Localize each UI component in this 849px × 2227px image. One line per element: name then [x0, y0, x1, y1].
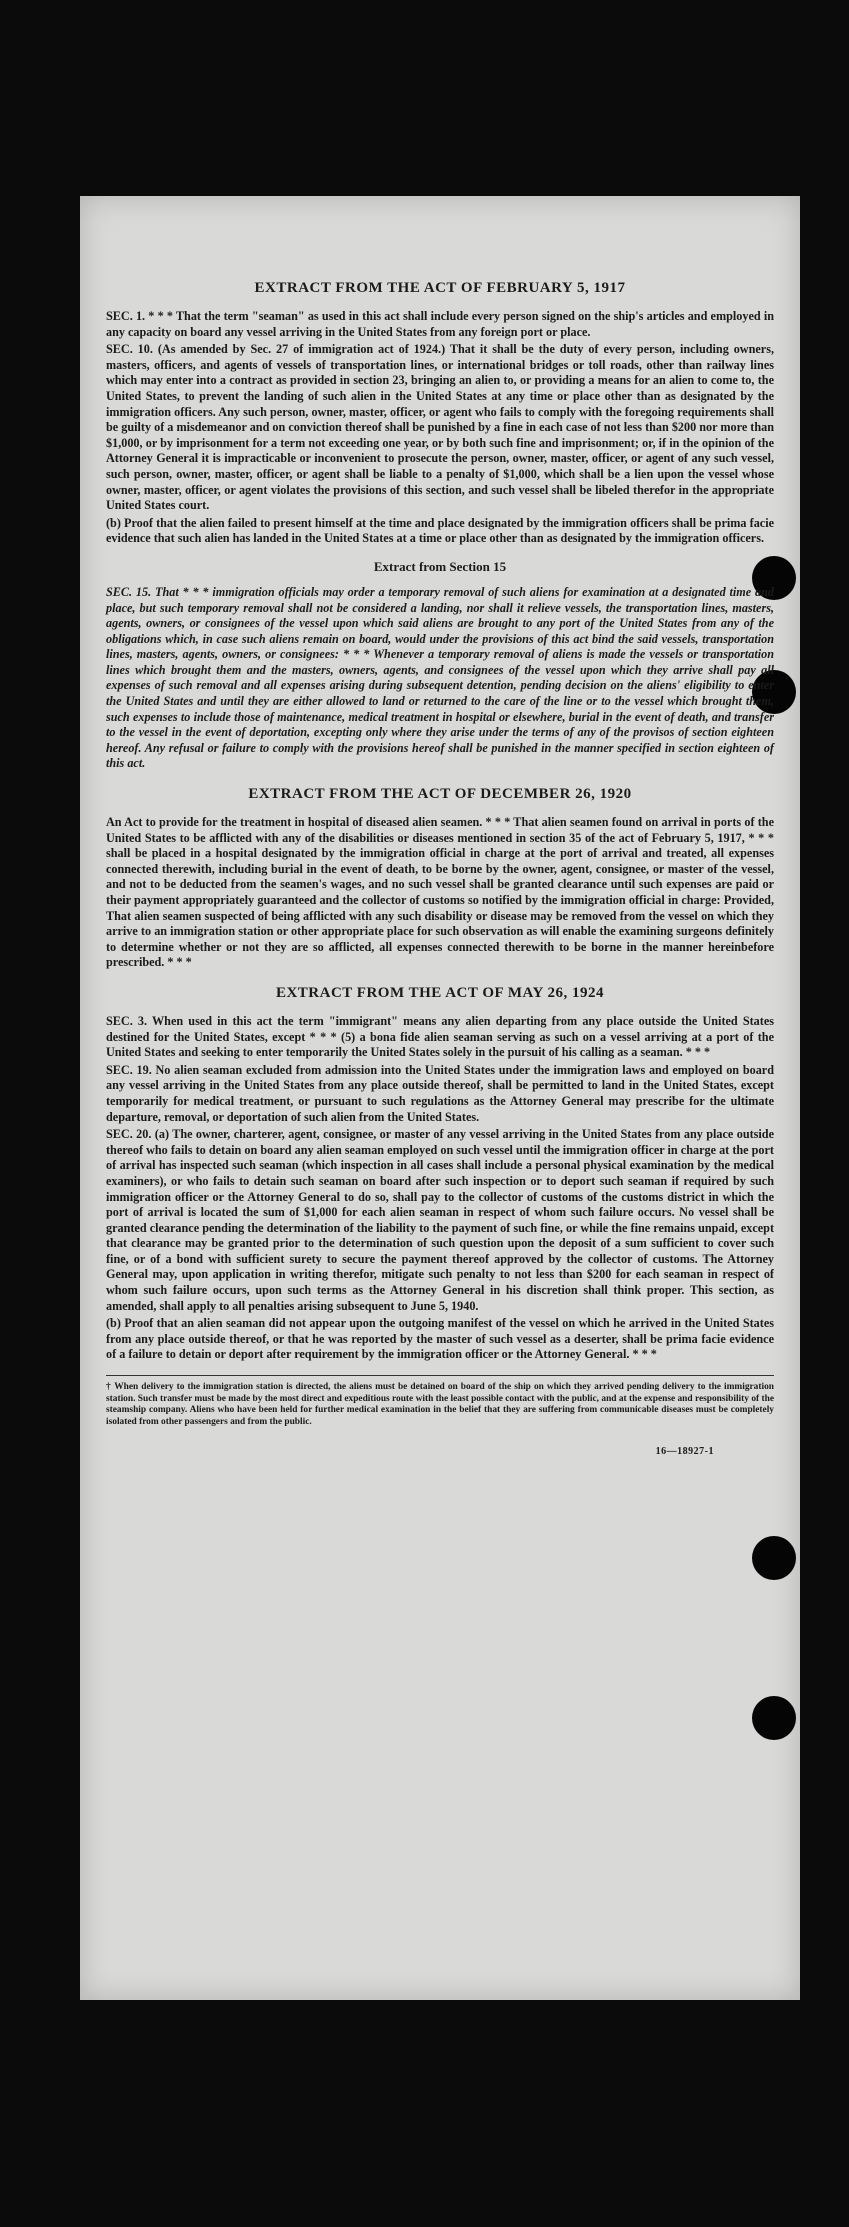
paragraph: SEC. 3. When used in this act the term "immigrant" means any alien departing from any place outside the United States destined for the United States, except * * * (5) a bona fide alien seaman serving as such on a vessel arriving at a port of the United States and seeking to enter temporarily the United States solely in the pursuit of his calling as a seaman. * * *	[106, 1013, 774, 1060]
paragraph: SEC. 19. No alien seaman excluded from admission into the United States under the immigration laws and employed on board any vessel arriving in the United States from any place outside thereof, shall be permitted to land in the United States, except temporarily for medical treatment, or pursuant to such regulations as the Attorney General may prescribe for the ultimate departure, removal, or deportation of such alien from the United States.	[106, 1062, 774, 1124]
paragraph: SEC. 10. (As amended by Sec. 27 of immigration act of 1924.) That it shall be the duty of every person, including owners, masters, officers, and agents of vessels of transportation lines, or international bridges or toll roads, other than railway lines which may enter into a contract as provided in section 23, bringing an alien to, or providing a means for an alien to come to, the United States, to prevent the landing of such alien in the United States at any time or place other than as designated by the immigration officers. Any such person, owner, master, officer, or agent who fails to comply with the foregoing requirements shall be guilty of a misdemeanor and on conviction thereof shall be punished by a fine in each case of not less than $200 nor more than $1,000, or by imprisonment for a term not exceeding one year, or by both such fine and imprisonment; or, if in the opinion of the Attorney General it is impracticable or inconvenient to prosecute the person, owner, master, officer, or agent of any such vessel, such person, owner, master, officer, or agent shall be liable to a penalty of $1,000, which shall be a lien upon the vessel whose owner, master, officer, or agent violates the provisions of this section, and such vessel shall be libeled therefor in the appropriate United States court.	[106, 342, 774, 513]
footnote: † When delivery to the immigration station is directed, the aliens must be detained on board of the ship on which they arrived pending delivery to the immigration station. Such transfer must be made by the most direct and expeditious route with the least possible contact with the public, and at the expense and responsibility of the steamship company. Aliens who have been held for further medical examination in the belief that they are suffering from communicable diseases must be completely isolated from other passengers and from the public.	[106, 1382, 774, 1427]
paragraph: SEC. 20. (a) The owner, charterer, agent, consignee, or master of any vessel arriving in the United States from any place outside thereof who fails to detain on board any alien seaman employed on such vessel until the immigration officer in charge at the port of arrival has inspected such seaman (which inspection in all cases shall include a personal physical examination by the medical examiners), or who fails to detain such seaman on board after such inspection or to deport such seaman if required by such immigration officer or the Attorney General to do so, shall pay to the collector of customs of the customs district in which the port of arrival is located the sum of $1,000 for each alien seaman in respect of whom such failure occurs. No vessel shall be granted clearance pending the determination of the liability to the payment of such fine, or while the fine remains unpaid, except that clearance may be granted prior to the determination of such question upon the deposit of a sum sufficient to cover such fine, or of a bond with sufficient surety to secure the payment thereof approved by the collector of customs. The Attorney General may, upon application in writing therefor, mitigate such penalty to not less than $200 for each seaman in respect of whom such failure occurs, upon such terms as the Attorney General in his discretion shall think proper. This section, as amended, shall apply to all penalties arising subsequent to June 5, 1940.	[106, 1127, 774, 1313]
document-page	[80, 196, 800, 2000]
document-body	[106, 274, 774, 1457]
paragraph: SEC. 1. * * * That the term "seaman" as used in this act shall include every person signed on the ship's articles and employed in any capacity on board any vessel arriving in the United States from any foreign port or place.	[106, 309, 774, 339]
punch-hole	[752, 1536, 796, 1580]
form-number: 16—18927-1	[655, 1446, 714, 1458]
punch-hole	[752, 1696, 796, 1740]
section-heading: EXTRACT FROM THE ACT OF FEBRUARY 5, 1917	[254, 280, 626, 296]
section-heading: EXTRACT FROM THE ACT OF DECEMBER 26, 1920	[248, 786, 632, 803]
paragraph: (b) Proof that the alien failed to present himself at the time and place designated by the immigration officers shall be prima facie evidence that such alien has landed in the United States at a time or place other than as designated by the immigration officers.	[106, 515, 774, 546]
paragraph: (b) Proof that an alien seaman did not appear upon the outgoing manifest of the vessel on which he arrived in the United States from any place outside thereof, or that he was reported by the master of such vessel as a deserter, shall be prima facie evidence of a failure to detain or deport after requirement by the immigration officer or the Attorney General. * * *	[106, 1316, 774, 1362]
divider	[106, 1375, 774, 1376]
section-heading: EXTRACT FROM THE ACT OF MAY 26, 1924	[275, 984, 605, 1001]
section-subheading: Extract from Section 15	[373, 558, 507, 574]
paragraph: An Act to provide for the treatment in hospital of diseased alien seamen. * * * That alien seamen found on arrival in ports of the United States to be afflicted with any of the disabilities or diseases mentioned in section 35 of the act of February 5, 1917, * * * shall be placed in a hospital designated by the immigration official in charge at the port of arrival and treated, all expenses connected therewith, including burial in the event of death, to be borne by the owner, agent, consignee, or master of the vessel, and not to be deducted from the seamen's wages, and no such vessel shall be granted clearance until such expenses are paid or their payment appropriately guaranteed and the collector of customs so notified by the immigration official in charge: Provided, That alien seamen suspected of being afflicted with any such disability or disease may be removed from the vessel on which they arrive to an immigration station or other appropriate place for such observation as will enable the examining surgeons definitely to determine whether or not they are so afflicted, all expenses connected therewith to be borne in the manner hereinbefore prescribed. * * *	[106, 815, 774, 970]
paragraph-italic: SEC. 15. That * * * immigration officials may order a temporary removal of such aliens for examination at a designated time and place, but such temporary removal shall not be considered a landing, nor shall it relieve vessels, the transportation lines, masters, agents, owners, or consignees of the vessel upon which said aliens are brought to any port of the United States from any of the obligations which, in case such aliens remain on board, would under the provisions of this act bind the said vessels, transportation lines, masters, agents, owners, or consignees: * * * Whenever a temporary removal of aliens is made the vessels or transportation lines which brought them and the masters, owners, agents, and consignees of the vessel upon which they arrive shall pay all expenses of such removal and all expenses arising during subsequent detention, pending decision on the aliens' eligibility to enter the United States and until they are either allowed to land or returned to the care of the line or to the vessel which brought them, such expenses to include those of maintenance, medical treatment in hospital or elsewhere, burial in the event of death, and transfer to the vessel in the event of deportation, excepting only where they arise under the terms of any of the provisos of section eighteen hereof. Any refusal or failure to comply with the provisions hereof shall be punished in the manner specified in section eighteen of this act.	[106, 584, 774, 771]
